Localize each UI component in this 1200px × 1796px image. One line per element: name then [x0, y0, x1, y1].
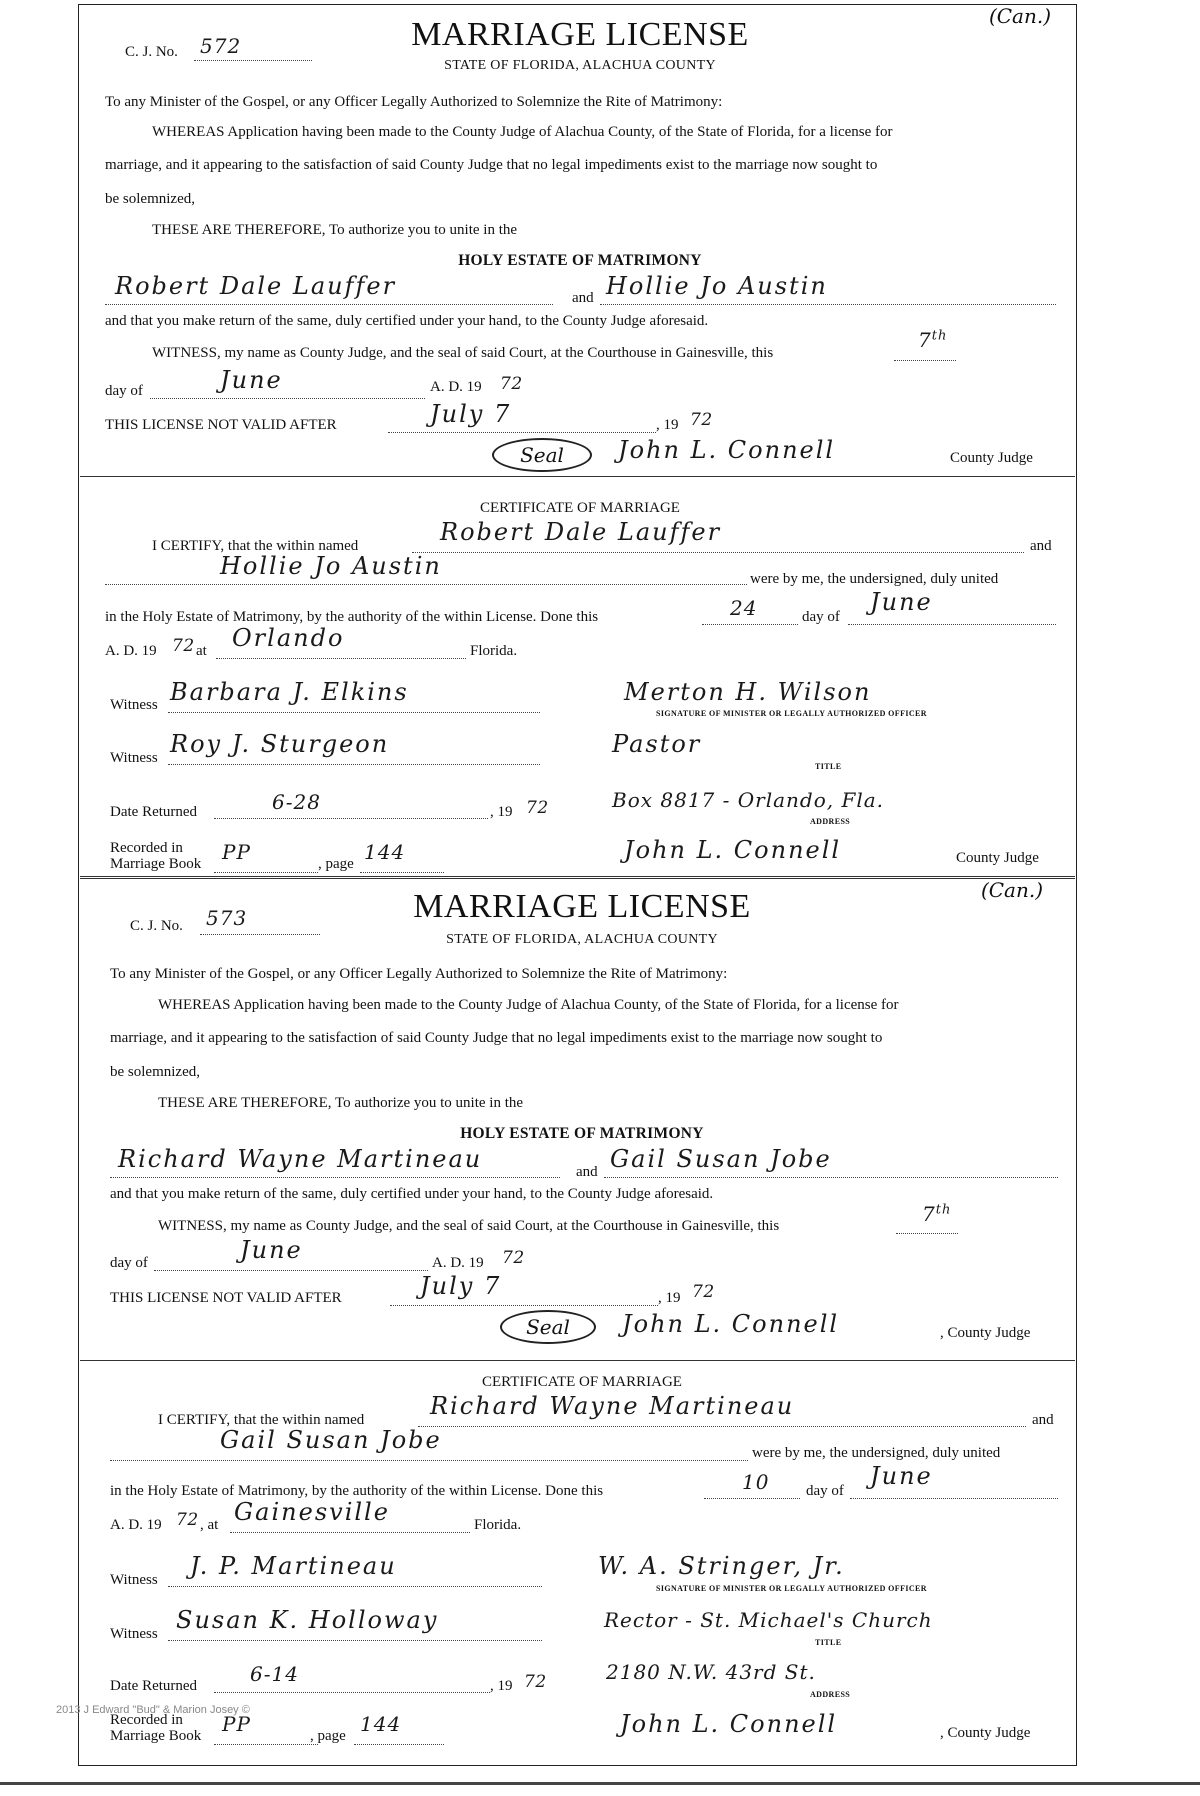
officer-title: Rector - St. Michael's Church	[604, 1608, 933, 1632]
officer-title: Pastor	[612, 730, 702, 758]
county-judge-label: County Judge	[950, 450, 1033, 466]
returned-year-label: , 19	[490, 804, 513, 820]
recording-judge-signature: John L. Connell	[620, 1710, 838, 1738]
cert-groom-line	[418, 1426, 1026, 1427]
and-word: and	[572, 290, 594, 306]
not-valid-label: THIS LICENSE NOT VALID AFTER	[105, 417, 337, 433]
license-title: MARRIAGE LICENSE	[413, 888, 751, 925]
judge-signature: John L. Connell	[618, 436, 836, 464]
cj-label: C. J. No.	[125, 44, 178, 60]
issue-month: June	[240, 1236, 303, 1264]
page-label: , page	[310, 1728, 346, 1744]
date-returned: 6-28	[272, 790, 321, 814]
bottom-rule	[0, 1782, 1200, 1785]
day-of-label: day of	[110, 1255, 148, 1271]
address-line: To any Minister of the Gospel, or any Officer Legally Authorized to Solemnize the Rite of Matrimony:	[105, 94, 723, 110]
date-returned: 6-14	[250, 1662, 299, 1686]
date-returned-label: Date Returned	[110, 1678, 198, 1694]
at-label: at	[196, 643, 207, 659]
book-page: 144	[360, 1712, 402, 1736]
certificate-title: CERTIFICATE OF MARRIAGE	[480, 500, 680, 516]
witness-1-signature: J. P. Martineau	[190, 1552, 397, 1580]
expiry-year: 72	[692, 1282, 715, 1302]
address-line: To any Minister of the Gospel, or any Officer Legally Authorized to Solemnize the Rite of Matrimony:	[110, 966, 728, 982]
done-day: 10	[742, 1470, 770, 1494]
issue-year: 72	[502, 1248, 525, 1268]
groom-line	[110, 1177, 560, 1178]
witness-1-line	[168, 712, 540, 713]
done-day: 24	[730, 596, 758, 620]
recording-county-judge-label: County Judge	[956, 850, 1039, 866]
marriage-place: Orlando	[232, 624, 345, 652]
united-label: were by me, the undersigned, duly united	[752, 1445, 1001, 1461]
witness-2-signature: Roy J. Sturgeon	[170, 730, 390, 758]
judge-signature: John L. Connell	[622, 1310, 840, 1338]
ad-label: A. D. 19	[430, 379, 482, 395]
marriage-place: Gainesville	[234, 1498, 390, 1526]
done-month: June	[870, 588, 933, 616]
done-month: June	[870, 1462, 933, 1490]
officer-address: 2180 N.W. 43rd St.	[606, 1660, 816, 1684]
done-day-line	[702, 624, 798, 625]
issue-day: 7th	[918, 328, 948, 352]
signature-caption: SIGNATURE OF MINISTER OR LEGALLY AUTHORIZED OFFICER	[656, 1584, 927, 1593]
holy-estate-heading: HOLY ESTATE OF MATRIMONY	[458, 252, 702, 269]
witness-1-label: Witness	[110, 697, 158, 713]
whereas-line-1: WHEREAS Application having been made to the County Judge of Alachua County, of the State of Florida, for a license for	[158, 997, 899, 1013]
and-word: and	[576, 1164, 598, 1180]
cert-and: and	[1032, 1412, 1054, 1428]
expiry-year-label: , 19	[658, 1290, 681, 1306]
ad-label-2: A. D. 19	[110, 1517, 162, 1533]
issue-month: June	[220, 366, 283, 394]
recorded-label-2: Marriage Book	[110, 1728, 202, 1744]
officer-address: Box 8817 - Orlando, Fla.	[612, 788, 885, 812]
whereas-line-3: be solemnized,	[110, 1064, 200, 1080]
expiry-line	[388, 432, 656, 433]
court-seal: Seal	[492, 438, 592, 472]
return-line: and that you make return of the same, duly certified under your hand, to the County Judge aforesaid.	[105, 313, 709, 329]
holy-estate-heading: HOLY ESTATE OF MATRIMONY	[460, 1125, 704, 1142]
therefore-line: THESE ARE THEREFORE, To authorize you to unite in the	[152, 222, 518, 238]
ad-label-2: A. D. 19	[105, 643, 157, 659]
bride-line	[600, 304, 1056, 305]
returned-year: 72	[526, 798, 549, 818]
therefore-line: THESE ARE THEREFORE, To authorize you to unite in the	[158, 1095, 524, 1111]
witness-2-signature: Susan K. Holloway	[176, 1606, 439, 1634]
bride-name: Gail Susan Jobe	[610, 1145, 832, 1173]
certify-label: I CERTIFY, that the within named	[152, 538, 359, 554]
book-line	[214, 872, 318, 873]
marriage-book: PP	[222, 840, 251, 864]
address-caption: ADDRESS	[810, 817, 851, 826]
cert-groom-name: Richard Wayne Martineau	[430, 1392, 795, 1420]
issue-month-line	[154, 1270, 428, 1271]
bride-line	[604, 1177, 1058, 1178]
ad-label: A. D. 19	[432, 1255, 484, 1271]
officer-signature: W. A. Stringer, Jr.	[598, 1552, 845, 1580]
day-of-label-2: day of	[806, 1483, 844, 1499]
expiry-year: 72	[690, 410, 713, 430]
page-line	[354, 1744, 444, 1745]
whereas-line-3: be solemnized,	[105, 191, 195, 207]
expiry-year-label: , 19	[656, 417, 679, 433]
record-divider	[80, 876, 1075, 879]
cert-bride-line	[110, 1460, 748, 1461]
date-returned-label: Date Returned	[110, 804, 198, 820]
license-certificate-divider	[80, 476, 1075, 477]
cert-groom-line	[412, 552, 1024, 553]
whereas-line-1: WHEREAS Application having been made to the County Judge of Alachua County, of the State of Florida, for a license for	[152, 124, 893, 140]
authority-label: in the Holy Estate of Matrimony, by the authority of the within License. Done this	[105, 609, 599, 625]
authority-label: in the Holy Estate of Matrimony, by the authority of the within License. Done this	[110, 1483, 604, 1499]
groom-name: Robert Dale Lauffer	[115, 272, 397, 300]
groom-line	[105, 304, 553, 305]
place-line	[230, 1532, 470, 1533]
united-label: were by me, the undersigned, duly united	[750, 571, 999, 587]
cert-and: and	[1030, 538, 1052, 554]
recording-county-judge-label: , County Judge	[940, 1725, 1031, 1741]
book-page: 144	[364, 840, 406, 864]
witness-1-line	[168, 1586, 542, 1587]
done-day-line	[704, 1498, 800, 1499]
title-caption: TITLE	[815, 1638, 842, 1647]
recording-judge-signature: John L. Connell	[624, 836, 842, 864]
recorded-label-1: Recorded in	[110, 840, 183, 856]
done-month-line	[848, 624, 1056, 625]
issue-day: 7th	[922, 1202, 952, 1226]
copyright-notice: 2013 J Edward "Bud" & Marion Josey ©	[56, 1704, 250, 1716]
certificate-title: CERTIFICATE OF MARRIAGE	[482, 1374, 682, 1390]
officer-signature: Merton H. Wilson	[624, 678, 872, 706]
license-title: MARRIAGE LICENSE	[411, 16, 749, 53]
florida-label: Florida.	[474, 1517, 522, 1533]
signature-caption: SIGNATURE OF MINISTER OR LEGALLY AUTHORIZED OFFICER	[656, 709, 927, 718]
whereas-line-2: marriage, and it appearing to the satisfaction of said County Judge that no legal impediments exist to the marriage now sought to	[110, 1030, 883, 1046]
county-judge-label: , County Judge	[940, 1325, 1031, 1341]
license-subtitle: STATE OF FLORIDA, ALACHUA COUNTY	[444, 58, 716, 73]
license-certificate-divider	[80, 1360, 1075, 1361]
not-valid-label: THIS LICENSE NOT VALID AFTER	[110, 1290, 342, 1306]
date-returned-line	[214, 1692, 490, 1693]
returned-year: 72	[524, 1672, 547, 1692]
recorded-label-2: Marriage Book	[110, 856, 202, 872]
page-line	[360, 872, 444, 873]
expiry-line	[390, 1305, 658, 1306]
issue-day-line	[896, 1233, 958, 1234]
witness-2-label: Witness	[110, 1626, 158, 1642]
witness-2-label: Witness	[110, 750, 158, 766]
issue-year: 72	[500, 374, 523, 394]
recorded-label-1: Recorded in	[110, 1712, 183, 1728]
expiry-date: July 7	[420, 1272, 502, 1300]
corner-note: (Can.)	[980, 878, 1044, 902]
cert-bride-name: Gail Susan Jobe	[220, 1426, 442, 1454]
place-line	[216, 658, 466, 659]
florida-label: Florida.	[470, 643, 518, 659]
witness-2-line	[168, 764, 540, 765]
address-caption: ADDRESS	[810, 1690, 851, 1699]
certify-label: I CERTIFY, that the within named	[158, 1412, 365, 1428]
cj-number: 572	[200, 34, 242, 58]
witness-1-signature: Barbara J. Elkins	[170, 678, 409, 706]
bride-name: Hollie Jo Austin	[606, 272, 828, 300]
witness-line: WITNESS, my name as County Judge, and the seal of said Court, at the Courthouse in Gainesville, this	[158, 1218, 780, 1234]
page-label: , page	[318, 856, 354, 872]
cert-bride-name: Hollie Jo Austin	[220, 552, 442, 580]
corner-note: (Can.)	[988, 4, 1052, 28]
license-subtitle: STATE OF FLORIDA, ALACHUA COUNTY	[446, 932, 718, 947]
book-line	[214, 1744, 318, 1745]
at-label: , at	[200, 1517, 219, 1533]
done-year: 72	[176, 1510, 199, 1530]
done-month-line	[850, 1498, 1058, 1499]
whereas-line-2: marriage, and it appearing to the satisfaction of said County Judge that no legal impediments exist to the marriage now sought to	[105, 157, 878, 173]
groom-name: Richard Wayne Martineau	[118, 1145, 483, 1173]
expiry-date: July 7	[430, 400, 512, 428]
cj-label: C. J. No.	[130, 918, 183, 934]
issue-day-line	[894, 360, 956, 361]
return-line: and that you make return of the same, duly certified under your hand, to the County Judge aforesaid.	[110, 1186, 714, 1202]
marriage-book: PP	[222, 1712, 251, 1736]
cert-bride-line	[105, 584, 747, 585]
witness-1-label: Witness	[110, 1572, 158, 1588]
returned-year-label: , 19	[490, 1678, 513, 1694]
done-year: 72	[172, 636, 195, 656]
day-of-label-2: day of	[802, 609, 840, 625]
issue-month-line	[150, 398, 425, 399]
cert-groom-name: Robert Dale Lauffer	[440, 518, 722, 546]
date-returned-line	[214, 818, 488, 819]
witness-2-line	[168, 1640, 542, 1641]
cj-number: 573	[206, 906, 248, 930]
court-seal: Seal	[500, 1310, 596, 1344]
day-of-label: day of	[105, 383, 143, 399]
witness-line: WITNESS, my name as County Judge, and the seal of said Court, at the Courthouse in Gainesville, this	[152, 345, 774, 361]
title-caption: TITLE	[815, 762, 842, 771]
